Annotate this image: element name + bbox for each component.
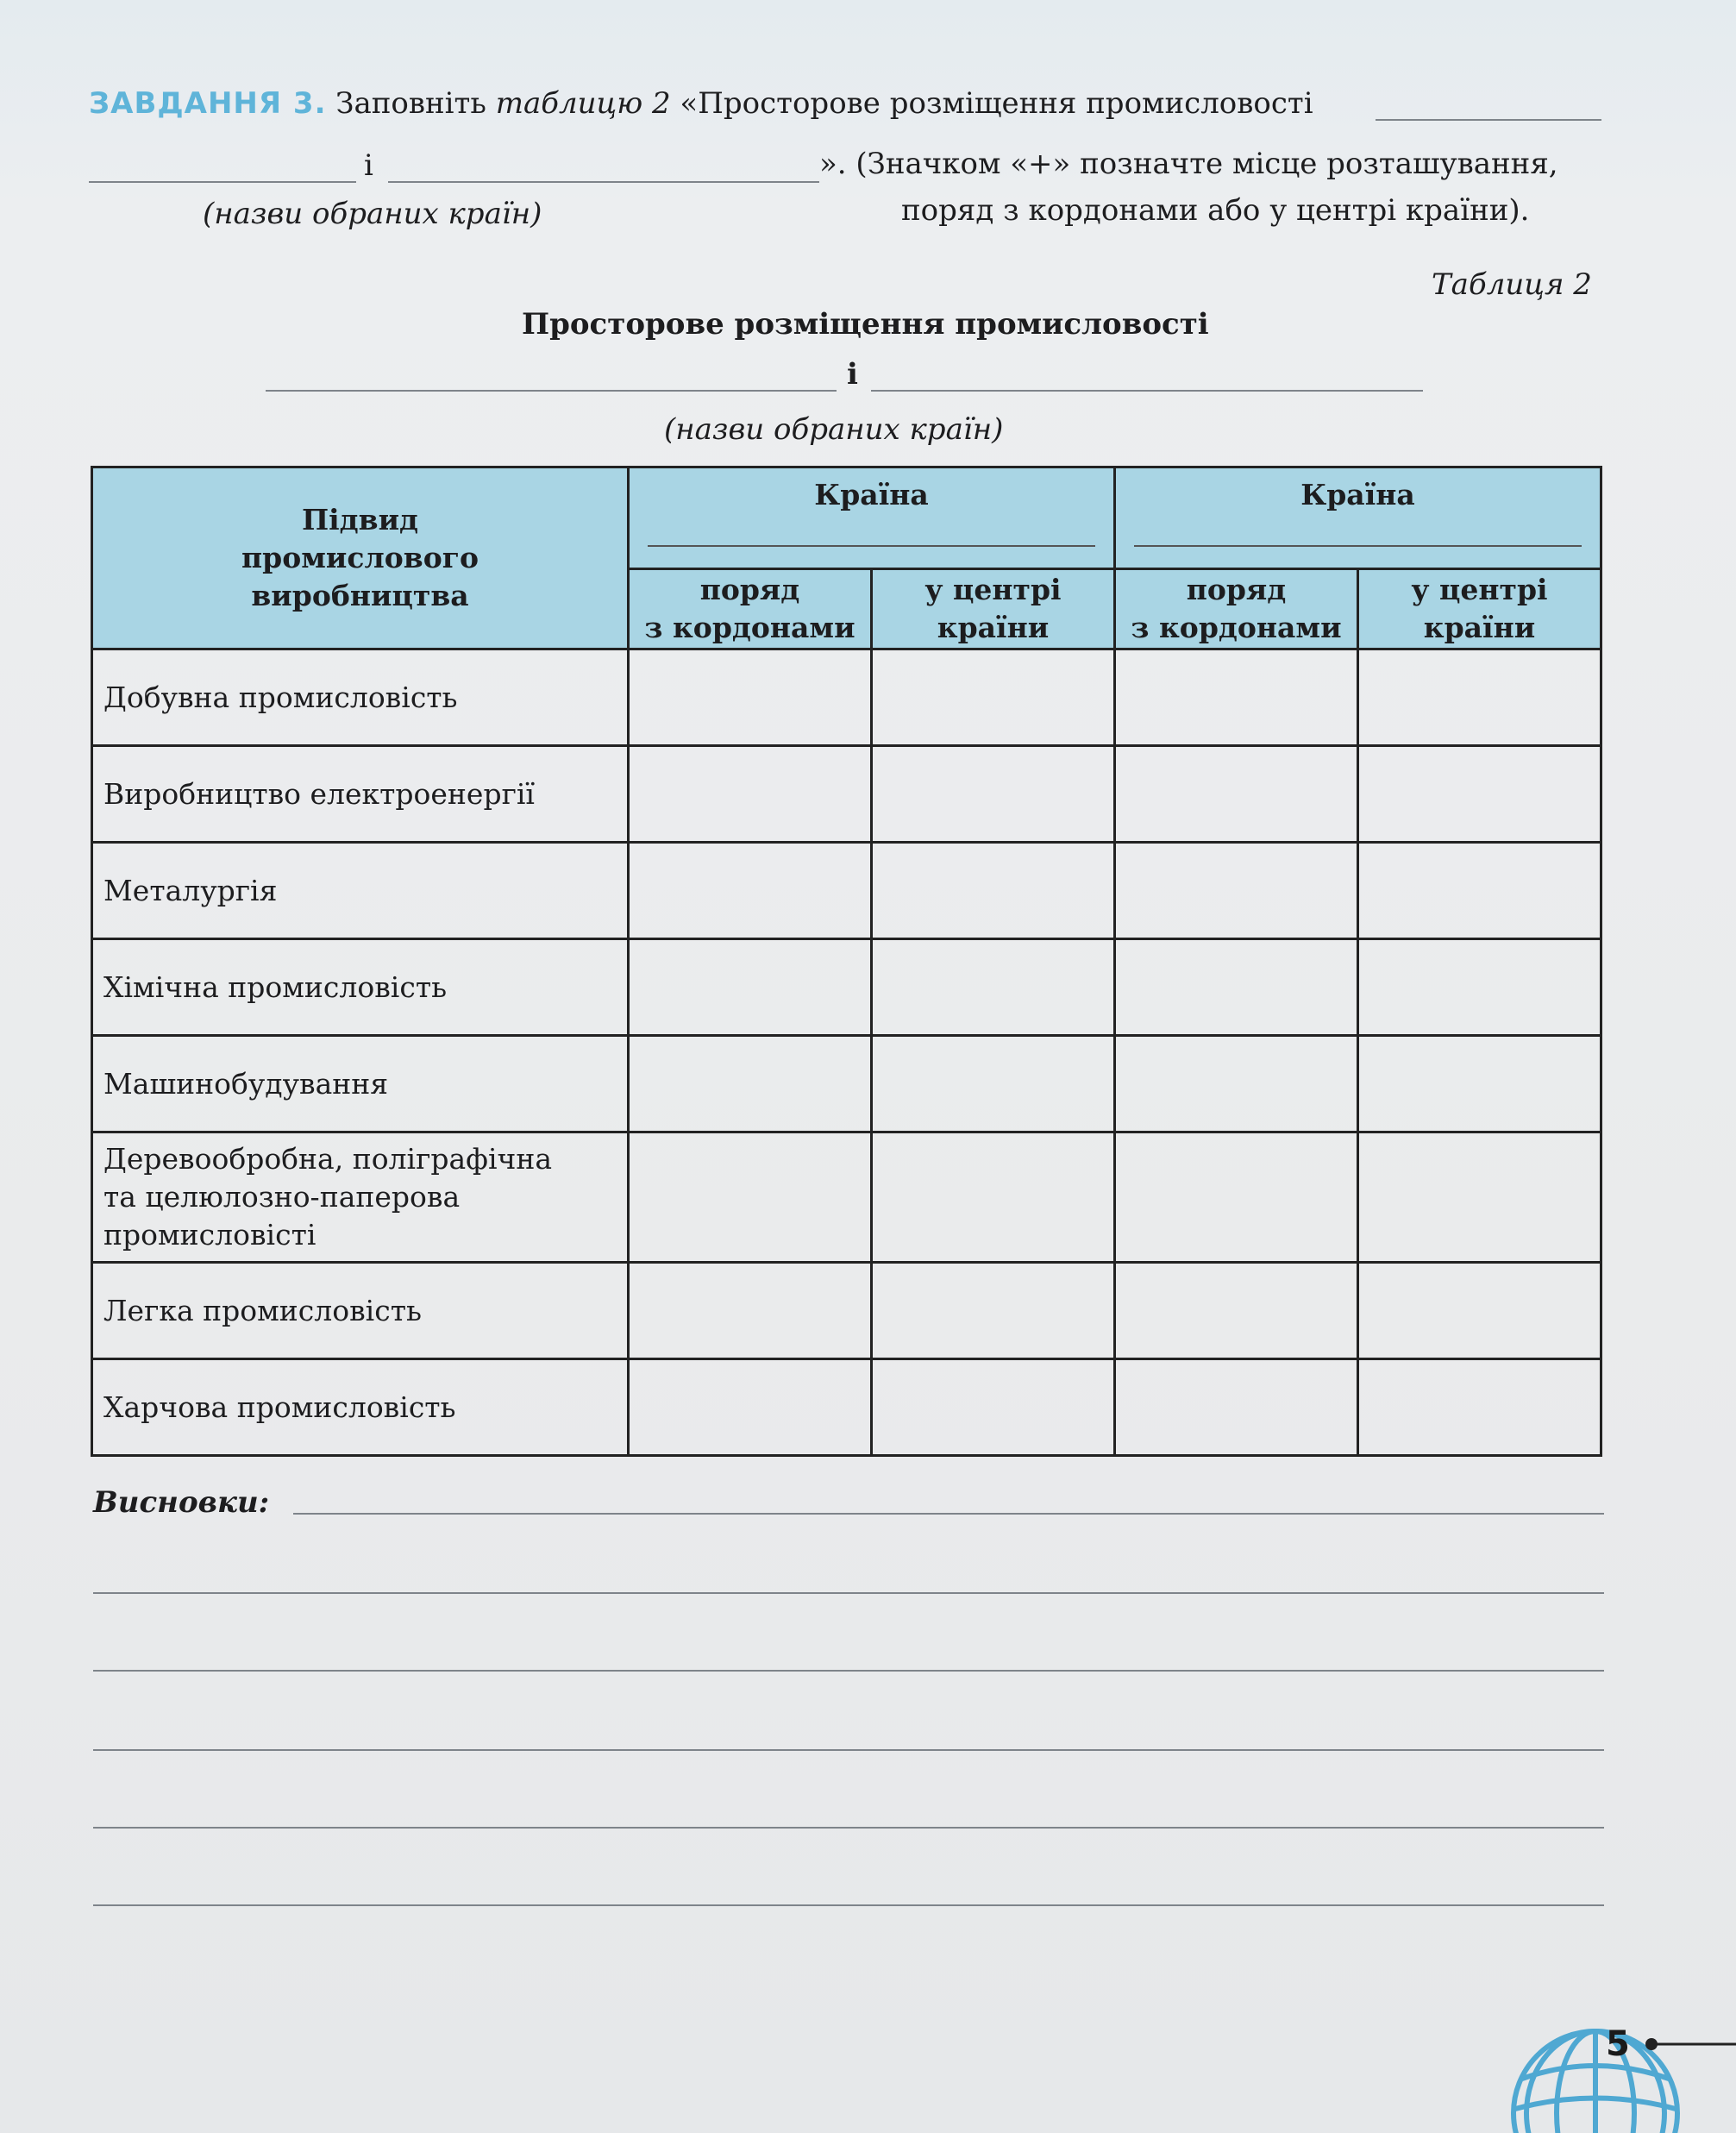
cell[interactable] (872, 1132, 1115, 1263)
task-conj: і (364, 148, 373, 183)
cell[interactable] (629, 1132, 872, 1263)
table-title: Просторове розміщення промисловості (522, 307, 1209, 342)
cell[interactable] (1115, 939, 1358, 1036)
cell[interactable] (1358, 1359, 1601, 1456)
task-statement-line-1 (89, 86, 1313, 121)
fill-line-country-1[interactable] (89, 181, 356, 183)
title-conj: і (847, 357, 858, 392)
header-country-1: Країна (629, 467, 1115, 569)
task-text-1: Заповніть (335, 86, 486, 121)
cell[interactable] (629, 843, 872, 939)
task-text-4: ». (Значком «+» позначте місце розташування, (819, 147, 1558, 181)
cell[interactable] (872, 746, 1115, 843)
cell[interactable] (872, 1263, 1115, 1359)
cell[interactable] (1115, 843, 1358, 939)
conclusions-line-4[interactable] (93, 1749, 1604, 1751)
task-hint: (назви обраних країн) (203, 197, 542, 231)
cell[interactable] (1115, 1359, 1358, 1456)
page-number: 5 (1606, 2024, 1630, 2064)
cell[interactable] (1358, 746, 1601, 843)
row-label: Добувна промисловість (92, 649, 629, 746)
table-row (92, 939, 1601, 1036)
header-center-1: у центрі країни (872, 569, 1115, 649)
cell[interactable] (1358, 1263, 1601, 1359)
cell[interactable] (872, 939, 1115, 1036)
header-near-border-2: поряд з кордонами (1115, 569, 1358, 649)
cell[interactable] (1115, 649, 1358, 746)
conclusions-line-1[interactable] (293, 1513, 1604, 1515)
cell[interactable] (872, 1359, 1115, 1456)
table-label: Таблиця 2 (1432, 267, 1592, 302)
country-2-fill-line[interactable] (1134, 545, 1582, 547)
conclusions-line-6[interactable] (93, 1904, 1604, 1906)
table-row (92, 1132, 1601, 1263)
cell[interactable] (1358, 939, 1601, 1036)
title-fill-line-2[interactable] (871, 390, 1423, 392)
conclusions-label: Висновки: (93, 1485, 270, 1520)
table-row (92, 1263, 1601, 1359)
cell[interactable] (1358, 1132, 1601, 1263)
conclusions-line-3[interactable] (93, 1670, 1604, 1672)
conclusions-line-2[interactable] (93, 1592, 1604, 1594)
row-label: Металургія (92, 843, 629, 939)
row-label: Машинобудування (92, 1036, 629, 1132)
row-label: Деревообробна, поліграфічна та целюлозно-паперова промисловісті (92, 1132, 629, 1263)
cell[interactable] (1115, 1132, 1358, 1263)
row-label: Харчова промисловість (92, 1359, 629, 1456)
cell[interactable] (1115, 746, 1358, 843)
cell[interactable] (1358, 1036, 1601, 1132)
cell[interactable] (629, 939, 872, 1036)
task-label: ЗАВДАННЯ 3. (89, 86, 327, 121)
header-country-2: Країна (1115, 467, 1601, 569)
conclusions-line-5[interactable] (93, 1827, 1604, 1829)
table-row (92, 843, 1601, 939)
cell[interactable] (629, 1359, 872, 1456)
cell[interactable] (629, 1036, 872, 1132)
header-subtype: Підвид промислового виробництва (92, 467, 629, 649)
country-1-fill-line[interactable] (648, 545, 1095, 547)
cell[interactable] (1115, 1263, 1358, 1359)
table-subtitle-hint: (назви обраних країн) (664, 412, 1004, 447)
cell[interactable] (1115, 1036, 1358, 1132)
table-row (92, 649, 1601, 746)
task-text-3: «Просторове розміщення промисловості (680, 86, 1313, 121)
cell[interactable] (629, 649, 872, 746)
table-row (92, 1036, 1601, 1132)
cell[interactable] (629, 1263, 872, 1359)
fill-line-country-2[interactable] (388, 181, 819, 183)
row-label: Виробництво електроенергії (92, 746, 629, 843)
row-label: Легка промисловість (92, 1263, 629, 1359)
task-text-5: поряд з кордонами або у центрі країни). (901, 193, 1530, 228)
cell[interactable] (1358, 843, 1601, 939)
table-row (92, 1359, 1601, 1456)
cell[interactable] (872, 1036, 1115, 1132)
cell[interactable] (1358, 649, 1601, 746)
fill-line-country-1-part[interactable] (1376, 119, 1601, 121)
table-row (92, 746, 1601, 843)
task-text-2: таблицю 2 (495, 86, 671, 121)
cell[interactable] (872, 649, 1115, 746)
header-center-2: у центрі країни (1358, 569, 1601, 649)
row-label: Хімічна промисловість (92, 939, 629, 1036)
cell[interactable] (872, 843, 1115, 939)
cell[interactable] (629, 746, 872, 843)
title-fill-line-1[interactable] (266, 390, 837, 392)
header-near-border-1: поряд з кордонами (629, 569, 872, 649)
industry-location-table (91, 466, 1602, 1457)
